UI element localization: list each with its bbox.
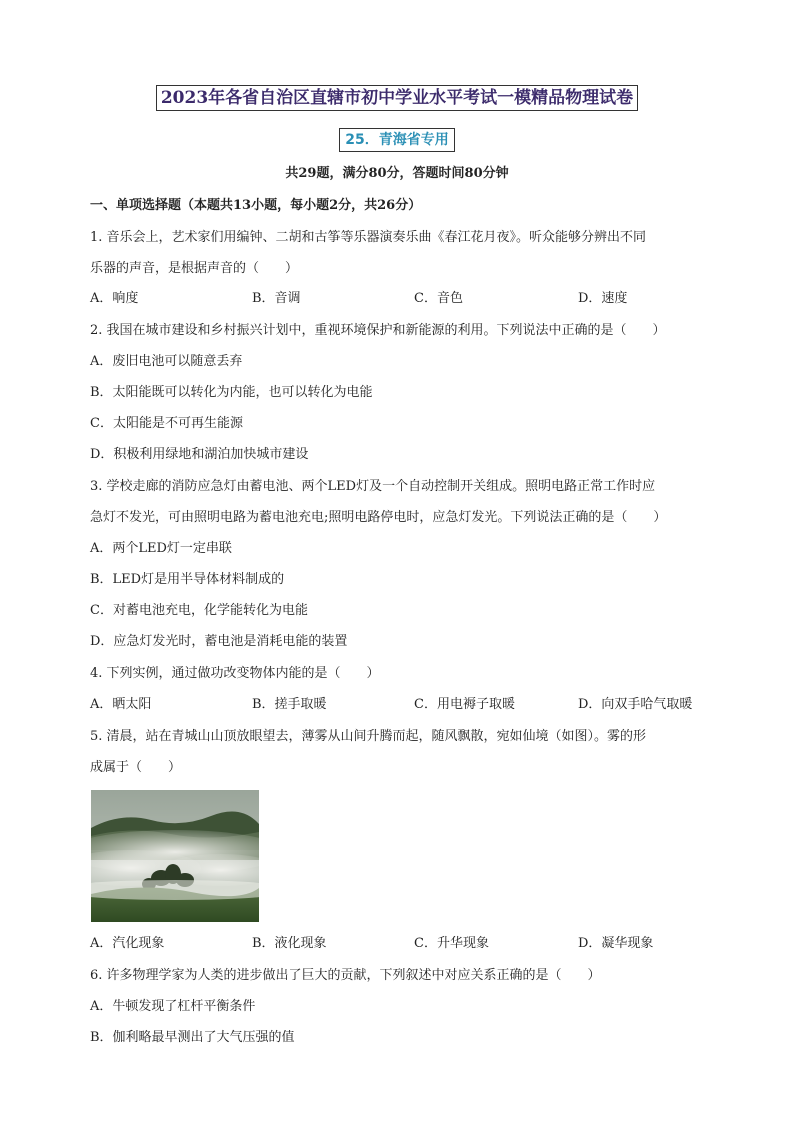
q5-option-d: D．凝华现象: [578, 936, 654, 951]
question-1-line-1: 1. 音乐会上，艺术家们用编钟、二胡和古筝等乐器演奏乐曲《春江花月夜》。听众能够分辨出不同: [90, 230, 647, 245]
question-4-options: [90, 695, 720, 715]
question-4-stem: 4. 下列实例，通过做功改变物体内能的是（ ）: [90, 666, 380, 681]
fog-mountain-photo: [91, 790, 259, 922]
question-6-stem: 6. 许多物理学家为人类的进步做出了巨大的贡献，下列叙述中对应关系正确的是（ ）: [90, 968, 601, 983]
exam-title: 2023年各省自治区直辖市初中学业水平考试一模精品物理试卷: [156, 85, 638, 111]
q2-option-c: C．太阳能是不可再生能源: [90, 416, 243, 431]
q5-option-b: B．液化现象: [252, 936, 327, 951]
q5-option-c: C．升华现象: [414, 936, 489, 951]
q3-option-d: D．应急灯发光时，蓄电池是消耗电能的装置: [90, 634, 348, 649]
q6-option-a: A．牛顿发现了杠杆平衡条件: [90, 999, 256, 1014]
q5-option-a: A．汽化现象: [90, 936, 165, 951]
question-5-options: [90, 934, 720, 954]
question-1-options: [90, 289, 720, 309]
q4-option-d: D．向双手哈气取暖: [578, 697, 693, 712]
q6-option-b: B．伽利略最早测出了大气压强的值: [90, 1030, 295, 1045]
question-5-line-2: 成属于（ ）: [90, 760, 182, 775]
subtitle-container: [0, 128, 794, 152]
section-heading: 一、单项选择题（本题共13小题，每小题2分，共26分）: [90, 198, 422, 213]
fog-mountain-image: [91, 790, 259, 922]
q3-option-b: B．LED灯是用半导体材料制成的: [90, 572, 285, 587]
q4-option-a: A．晒太阳: [90, 697, 152, 712]
q4-option-c: C．用电褥子取暖: [414, 697, 515, 712]
q3-option-a: A．两个LED灯一定串联: [90, 541, 232, 556]
q2-option-a: A．废旧电池可以随意丢弃: [90, 354, 243, 369]
question-2-stem: 2. 我国在城市建设和乡村振兴计划中，重视环境保护和新能源的利用。下列说法中正确的是（ ）: [90, 323, 666, 338]
exam-info: 共29题，满分80分，答题时间80分钟: [285, 166, 509, 181]
q3-option-c: C．对蓄电池充电，化学能转化为电能: [90, 603, 308, 618]
q1-option-c: C．音色: [414, 291, 463, 306]
q2-option-b: B．太阳能既可以转化为内能，也可以转化为电能: [90, 385, 373, 400]
question-3-line-1: 3. 学校走廊的消防应急灯由蓄电池、两个LED灯及一个自动控制开关组成。照明电路正常工作时应: [90, 479, 656, 494]
q1-option-a: A．响度: [90, 291, 139, 306]
exam-subtitle: 25．青海省专用: [339, 128, 454, 152]
title-container: [0, 85, 794, 111]
q1-option-b: B．音调: [252, 291, 301, 306]
question-3-line-2: 急灯不发光，可由照明电路为蓄电池充电;照明电路停电时，应急灯发光。下列说法正确的是（ ）: [90, 510, 667, 525]
question-5-line-1: 5. 清晨，站在青城山山顶放眼望去，薄雾从山间升腾而起，随风飘散，宛如仙境（如图）。雾的形: [90, 729, 647, 744]
question-1-line-2: 乐器的声音，是根据声音的（ ）: [90, 261, 299, 276]
q1-option-d: D．速度: [578, 291, 628, 306]
q2-option-d: D．积极利用绿地和湖泊加快城市建设: [90, 447, 309, 462]
q4-option-b: B．搓手取暖: [252, 697, 327, 712]
